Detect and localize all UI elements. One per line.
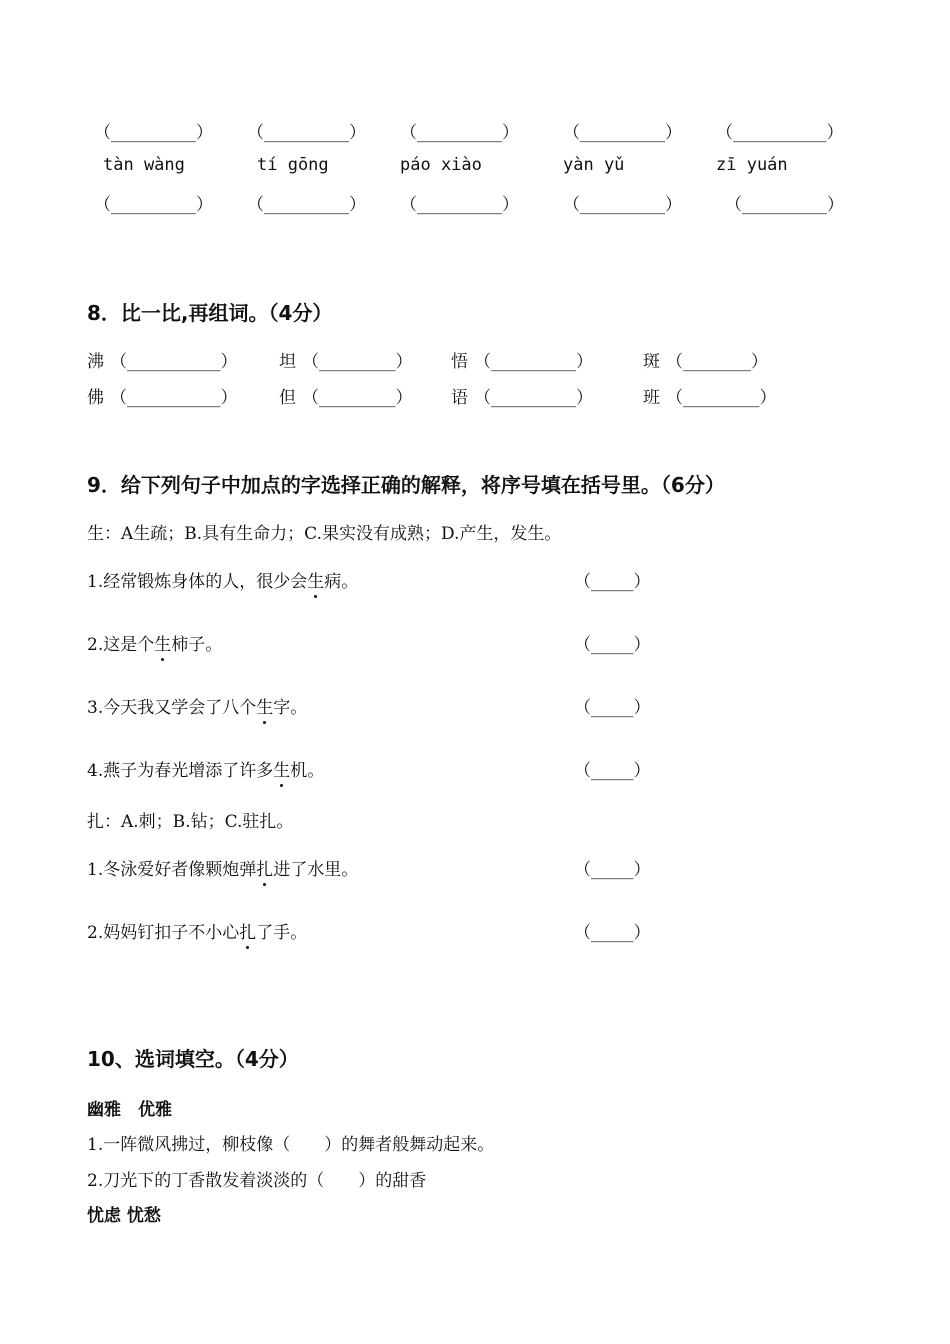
answer-blank[interactable]: （__________） <box>725 195 844 215</box>
answer-blank[interactable]: （__________） <box>563 123 682 143</box>
sentence-item: 1.经常锻炼身体的人，很少会生病。 <box>87 567 358 592</box>
word-char: 但 <box>279 388 296 408</box>
dotted-char: 生 <box>154 630 171 655</box>
answer-blank[interactable]: （_____） <box>574 572 651 592</box>
answer-blank[interactable]: （__________） <box>563 195 682 215</box>
answer-blank[interactable]: （__________） <box>474 352 593 372</box>
definition-line: 扎：A.刺；B.钻；C.驻扎。 <box>87 812 294 832</box>
answer-blank[interactable]: （_____） <box>574 860 651 880</box>
answer-blank[interactable]: （__________） <box>474 388 593 408</box>
answer-blank[interactable]: （__________） <box>400 195 519 215</box>
word-char: 沸 <box>87 352 104 372</box>
answer-blank[interactable]: （_________） <box>302 352 413 372</box>
pinyin-label: zī yuán <box>716 155 788 175</box>
pinyin-label: tàn wàng <box>103 155 185 175</box>
sentence-item: 1.冬泳爱好者像颗炮弹扎进了水里。 <box>87 855 358 880</box>
word-char: 坦 <box>279 352 296 372</box>
dotted-char: 生 <box>256 693 273 718</box>
answer-blank[interactable]: （___________） <box>110 388 238 408</box>
sentence-item: 2.这是个生柿子。 <box>87 630 222 655</box>
dotted-char: 生 <box>273 756 290 781</box>
word-choices: 幽雅 优雅 <box>87 1100 172 1120</box>
pinyin-label: páo xiào <box>400 155 482 175</box>
word-char: 斑 <box>643 352 660 372</box>
word-choices: 忧虑 忧愁 <box>87 1206 161 1226</box>
answer-blank[interactable]: （___________） <box>110 352 238 372</box>
sentence-item: 1.一阵微风拂过，柳枝像（ ）的舞者般舞动起来。 <box>87 1135 495 1155</box>
dotted-char: 扎 <box>256 855 273 880</box>
word-char: 班 <box>643 388 660 408</box>
pinyin-label: yàn yǔ <box>563 155 625 175</box>
answer-blank[interactable]: （_____） <box>574 761 651 781</box>
sentence-item: 4.燕子为春光增添了许多生机。 <box>87 756 324 781</box>
sentence-item: 2.刀光下的丁香散发着淡淡的（ ）的甜香 <box>87 1171 427 1191</box>
answer-blank[interactable]: （_____） <box>574 698 651 718</box>
answer-blank[interactable]: （_________） <box>302 388 413 408</box>
answer-blank[interactable]: （__________） <box>94 195 213 215</box>
question-10-title: 10、选词填空。（4分） <box>87 1047 299 1071</box>
word-char: 佛 <box>87 388 104 408</box>
question-9-title: 9．给下列句子中加点的字选择正确的解释，将序号填在括号里。（6分） <box>87 473 725 497</box>
sentence-item: 3.今天我又学会了八个生字。 <box>87 693 307 718</box>
word-char: 悟 <box>451 352 468 372</box>
answer-blank[interactable]: （___________） <box>716 123 844 143</box>
answer-blank[interactable]: （_________） <box>666 388 777 408</box>
dotted-char: 扎 <box>239 918 256 943</box>
dotted-char: 生 <box>307 567 324 592</box>
sentence-item: 2.妈妈钉扣子不小心扎了手。 <box>87 918 307 943</box>
answer-blank[interactable]: （_____） <box>574 923 651 943</box>
definition-line: 生：A生疏；B.具有生命力；C.果实没有成熟；D.产生，发生。 <box>87 524 562 544</box>
answer-blank[interactable]: （________） <box>666 352 768 372</box>
question-8-title: 8．比一比,再组词。（4分） <box>87 301 333 325</box>
word-char: 语 <box>451 388 468 408</box>
answer-blank[interactable]: （__________） <box>94 123 213 143</box>
answer-blank[interactable]: （__________） <box>400 123 519 143</box>
pinyin-label: tí gōng <box>257 155 329 175</box>
answer-blank[interactable]: （__________） <box>247 195 366 215</box>
answer-blank[interactable]: （_____） <box>574 635 651 655</box>
answer-blank[interactable]: （__________） <box>247 123 366 143</box>
